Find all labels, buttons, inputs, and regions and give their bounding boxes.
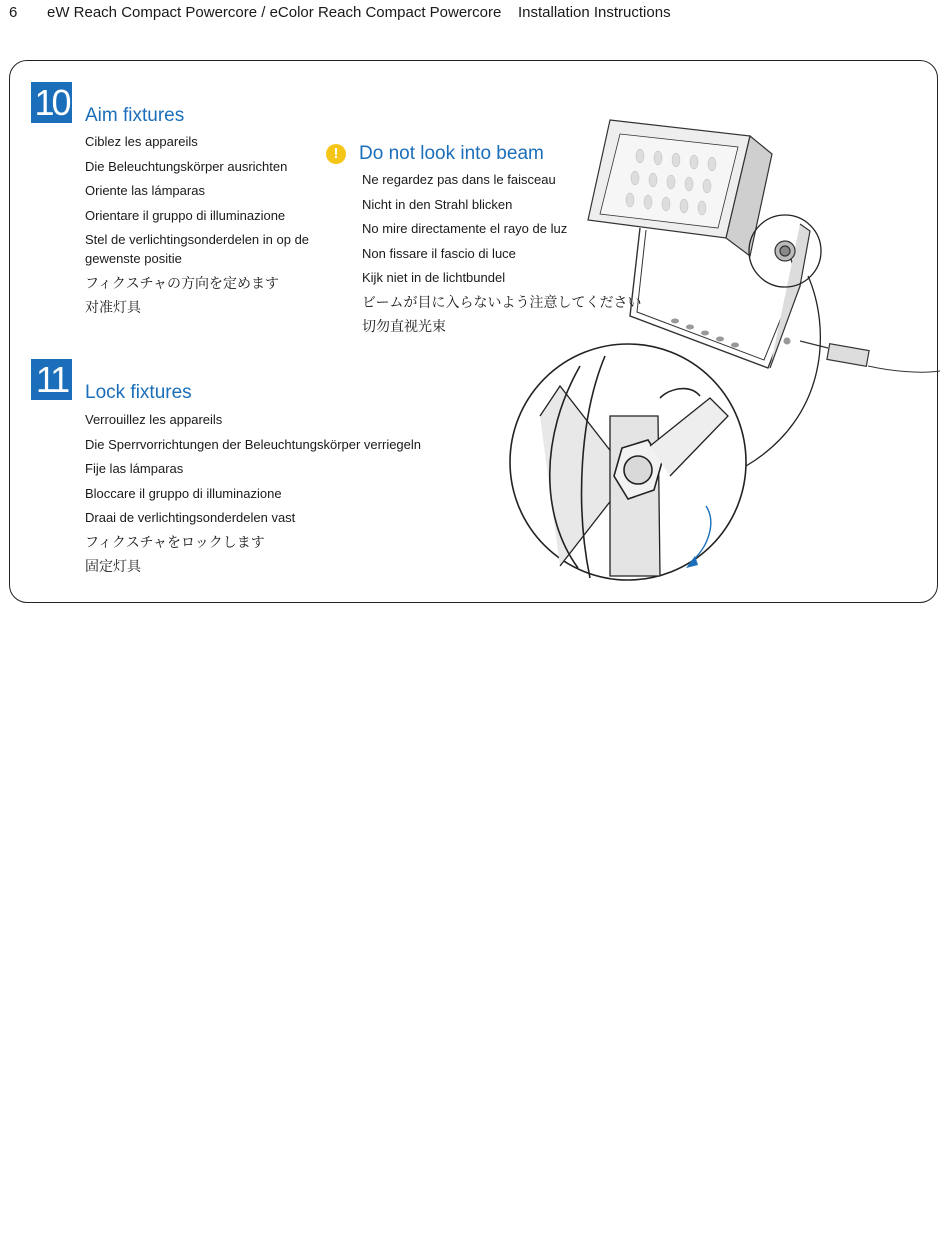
step-11-number: 11 <box>31 359 72 400</box>
translation-line: Draai de verlichtingsonderdelen vast <box>85 510 296 525</box>
translation-line: Orientare il gruppo di illuminazione <box>85 207 286 223</box>
document-title: eW Reach Compact Powercore / eColor Reach Compact Powercore <box>47 4 502 21</box>
step-10-title: Aim fixtures <box>85 105 185 126</box>
page-number: 6 <box>9 4 18 21</box>
translation-line: Verrouillez les appareils <box>85 412 223 427</box>
translation-line: 切勿直视光束 <box>362 318 446 334</box>
translation-line: Nicht in den Strahl blicken <box>362 196 513 212</box>
translation-line: フィクスチャをロックします <box>85 533 265 550</box>
translation-line: Fije las lámparas <box>85 461 184 476</box>
translation-line: Bloccare il gruppo di illuminazione <box>85 485 282 501</box>
translation-line: 固定灯具 <box>85 558 141 574</box>
translation-line: Stel de verlichtingsonderdelen in op de gewenste positie <box>85 232 310 266</box>
translation-line: Die Sperrvorrichtungen der Beleuchtungskörper verriegeln <box>85 436 422 452</box>
warning-icon: ! <box>326 144 346 164</box>
translation-line: Oriente las lámparas <box>85 183 205 198</box>
step-10-number: 10 <box>31 82 72 123</box>
warning-title: Do not look into beam <box>359 143 544 164</box>
translation-line: Ne regardez pas dans le faisceau <box>362 172 556 187</box>
step-11-translations <box>85 410 425 582</box>
detail-zoom <box>510 344 746 580</box>
callout-line <box>746 276 820 466</box>
fixture-body <box>588 120 940 372</box>
step-11-title: Lock fixtures <box>85 382 192 403</box>
translation-line: 对准灯具 <box>85 299 141 315</box>
translation-line: Ciblez les appareils <box>85 134 198 149</box>
translation-line: Kijk niet in de lichtbundel <box>362 270 506 285</box>
translation-line: ビームが目に入らないよう注意してください <box>362 293 642 310</box>
translation-line: Non fissare il fascio di luce <box>362 245 516 261</box>
document-type: Installation Instructions <box>518 4 671 21</box>
translation-line: No mire directamente el rayo de luz <box>362 221 568 236</box>
translation-line: フィクスチャの方向を定めます <box>85 274 280 291</box>
step-10-translations <box>85 132 315 323</box>
instruction-panel <box>9 60 938 603</box>
fixture-illustration <box>500 116 940 586</box>
translation-line: Die Beleuchtungskörper ausrichten <box>85 158 288 174</box>
